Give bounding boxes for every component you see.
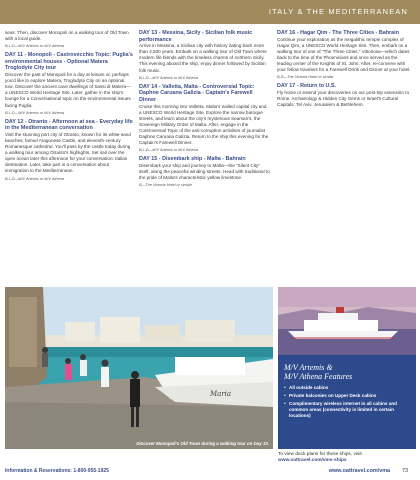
day-text: Discover the past of Monopoli for a day at leisure or, perhaps you'd like to explore Matera, Troglodyte City on an optional tour. Discover the ancient cave dwellings of Sassi di Matera—a UNESCO World Heritage Site. Later, gather in the ship's lounge for a Conversational topic on the environmental issues facing Puglia. <box>5 72 131 108</box>
ship-features-title <box>284 363 352 381</box>
ship-title-line-2: M/V Athena Features <box>284 372 353 381</box>
day-text: Cruise this morning into Valletta, Malta's walled capital city and a UNESCO World Heritage Site. Explore the narrow baroque streets, and learn about the city's mysterious Seaman's, the Sovereign Military Order of Malta. After, engage in the Controversial Topic of the anti-corruption activities of journalist Daphne Caruana Galizia. Return to the ship this evening for the Captain's Farewell Dinner. <box>139 103 269 146</box>
day-text: Continue your exploration as the megalithic temple complex of Hagar Qim, a UNESCO World Heritage Site. Then, embark on a walking tour of one of "The Three Cities," Vittoriosa—which dates back to the time of the Phoenicians and once served as the leading center of the Knights of St. John. After, re-convene with your fellow travelers for a Farewell Drink and Dinner at your hotel. <box>277 36 411 73</box>
day-heading: DAY 16 - Hagar Qim - The Three Cities - Bahrain <box>277 30 399 36</box>
day-heading: DAY 11 - Monopoli - Castrovecchio Topic: Puglia's environmental houses - Optional Matera Troglodyte City tour <box>5 52 133 72</box>
day-text: Disembark your ship and journey to Malta—the "Silent City" itself, along the peaceful winding streets. Head with traditional to the pride of Malta's characteristic yellow limestone. <box>139 162 270 181</box>
day-heading: DAY 13 - Messina, Sicily - Sicilian folk music performance <box>139 30 253 43</box>
list-item: • Private balconies on Upper Deck cabins <box>284 393 412 399</box>
day-heading: DAY 17 - Return to U.S. <box>277 83 337 90</box>
meals-note: B—The Victoria Hotel or similar <box>139 183 192 188</box>
photo-caption: Discover Monopoli's Old Town during a walking tour on Day 10. <box>136 441 269 446</box>
intro-text: seas. Then, discover Monopoli on a walking tour of Old Town with a local guide. <box>5 30 129 42</box>
website-link[interactable]: www.oattravel.com/vma <box>328 468 390 474</box>
meals-note: B,L,D—M/V Artemis or M/V Athena <box>5 176 65 181</box>
deck-plans-link[interactable]: www.oattravel.com/vms-ships <box>278 458 347 463</box>
itinerary-column-2 <box>139 30 270 191</box>
day-text: Fly home or extend your discoveries on our post-trip extension to Rome. Archaeology & Hidden City Gems or Israel's Cultural Capitals: Tel Aviv, Jerusalem & Bethlehem. <box>277 89 410 108</box>
day-text: Visit the stunning port city of Otranto, known for its white-sand beaches, famed Aragonese Castle, and eleventh-century Romanesque cathedral. You'll pass by the castle today during a walking tour among Otranto's highlights. Set sail over the open ocean later this afternoon for your conversation: Italian destination. Later, take part in a conversation about immigration to the Mediterranean. <box>5 131 131 174</box>
boat-name-text: Maria <box>210 390 232 398</box>
meals-note: B,D—The Victoria Hotel or similar <box>277 75 334 80</box>
day-text: Arrive in Messina, a Sicilian city with history dating back more than 2,500 years. Embark on a walking tour of Old Town where modern life blends with the timeless charms of northern Sicily. This evening aboard the ship, enjoy dinner followed by Sicilian folk music. <box>139 43 267 73</box>
meals-note: B,L,D—M/V Artemis or M/V Athena <box>5 110 65 115</box>
list-item: • Complimentary wireless internet in all cabins and common areas (connectivity is limited in certain locations) <box>284 401 412 419</box>
meals-note: B,L,D—M/V Artemis or M/V Athena <box>139 148 199 153</box>
page-number: 73 <box>402 468 408 474</box>
ship-illustration <box>278 287 416 355</box>
meals-note: B,L,D—M/V Artemis or M/V Athena <box>5 44 65 49</box>
reservations-phone: Information & Reservations: 1-800-955-1925 <box>5 468 109 474</box>
ship-features-box <box>278 355 416 449</box>
monopoli-harbor-photo <box>5 287 273 449</box>
deck-plans-note <box>278 452 416 464</box>
harbor-illustration <box>5 287 273 449</box>
list-item: • All outside cabins <box>284 385 412 391</box>
day-heading: DAY 15 - Disembark ship - Malta - Bahrain <box>139 156 246 163</box>
day-heading: DAY 12 - Otranto - Afternoon at sea - Everyday life in the Mediterranean conversation <box>5 118 133 132</box>
ship-photo <box>278 287 416 355</box>
ship-title-line-1: M/V Artemis & <box>284 363 333 372</box>
page-header-band <box>0 0 420 24</box>
day-heading: DAY 14 - Valletta, Malta - Controversial Topic: Daphne Caruana Galizia - Captain's Farewell Dinner <box>139 83 255 103</box>
deck-plans-text: To view deck plans for these ships, visit <box>278 452 362 457</box>
itinerary-column-3 <box>277 30 413 109</box>
itinerary-column-1 <box>5 30 133 185</box>
section-title: ITALY & THE MEDITERRANEAN <box>268 7 408 16</box>
ship-features-list <box>284 385 412 421</box>
meals-note: B,L,D—M/V Artemis or M/V Athena <box>139 75 199 80</box>
page-footer <box>329 468 408 474</box>
